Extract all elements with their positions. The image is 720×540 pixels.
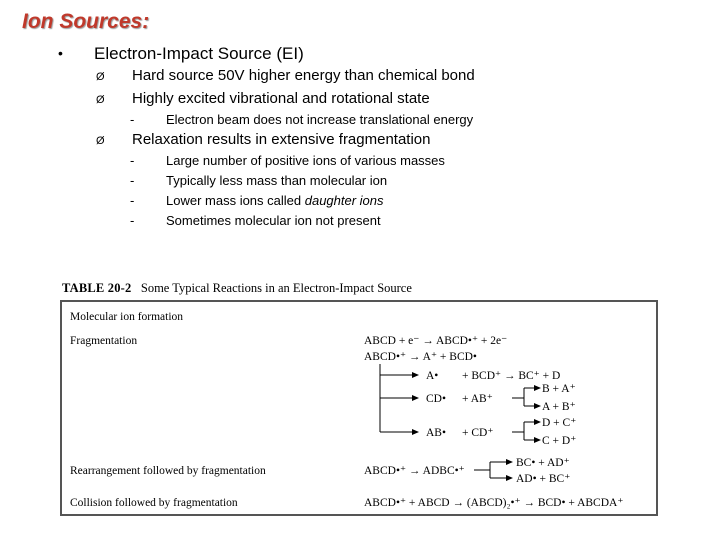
equation-fragmentation-parent: ABCD•⁺ → A⁺ + BCD•: [364, 351, 477, 363]
fragment-ab-radical: AB•: [426, 427, 447, 439]
product-d-c-plus: D + C⁺: [542, 417, 577, 429]
arrow-bullet-icon: Ø: [96, 94, 105, 106]
detail-text: Sometimes molecular ion not present: [166, 213, 381, 228]
reactions-figure: [62, 302, 656, 514]
row-label-rearrangement: Rearrangement followed by fragmentation: [70, 465, 266, 477]
slide-title: Ion Sources:: [22, 10, 150, 33]
product-b-a-plus: B + A⁺: [542, 383, 576, 395]
row-label-collision: Collision followed by fragmentation: [70, 497, 238, 509]
daughter-ions-emphasis: daughter ions: [304, 193, 384, 208]
detail-text: Large number of positive ions of various masses: [166, 153, 445, 168]
detail-text: [166, 192, 384, 210]
fragment-bcd-cation: + BCD⁺ → BC⁺ + D: [462, 370, 561, 382]
row-label-molecular: Molecular ion formation: [70, 311, 184, 323]
equation-molecular: ABCD + e⁻ → ABCD•⁺ + 2e⁻: [364, 335, 508, 347]
product-bc-ad: BC• + AD⁺: [516, 457, 570, 469]
detail-text: Typically less mass than molecular ion: [166, 173, 388, 188]
product-ad-bc: AD• + BC⁺: [516, 473, 571, 485]
product-a-b-plus: A + B⁺: [542, 401, 576, 413]
sub-bullet-text: Hard source 50V higher energy than chemical bond: [132, 67, 475, 84]
bullet-text: Electron-Impact Source (EI): [94, 44, 304, 63]
dash-mark: -: [130, 213, 135, 228]
dash-mark: -: [130, 173, 135, 188]
fragment-a-radical: A•: [426, 370, 439, 382]
equation-collision: ABCD•⁺ + ABCD → (ABCD)₂•⁺ → BCD• + ABCDA⁺: [364, 497, 624, 509]
dash-mark: -: [130, 153, 135, 168]
sub-bullet-text: Highly excited vibrational and rotational state: [132, 90, 430, 107]
equation-rearrangement: ABCD•⁺ → ADBC•⁺: [364, 465, 465, 477]
reactions-table: [60, 300, 658, 516]
fragment-cd-cation: + CD⁺: [462, 427, 494, 439]
table-caption-text: Some Typical Reactions in an Electron-Impact Source: [140, 281, 412, 295]
fragment-cd-radical: CD•: [426, 393, 447, 405]
product-c-d-plus: C + D⁺: [542, 435, 577, 447]
arrow-bullet-icon: Ø: [96, 135, 105, 147]
table-caption: [62, 281, 412, 296]
bullet-dot: •: [58, 45, 63, 61]
fragment-ab-cation: + AB⁺: [462, 393, 493, 405]
sub-bullet-text: Relaxation results in extensive fragmentation: [132, 131, 431, 148]
table-label: TABLE 20-2: [62, 281, 132, 295]
detail-text: Electron beam does not increase translational energy: [166, 112, 474, 127]
row-label-fragmentation: Fragmentation: [70, 335, 138, 347]
dash-mark: -: [130, 193, 135, 208]
dash-mark: -: [130, 112, 135, 127]
arrow-bullet-icon: Ø: [96, 71, 105, 83]
detail-text-main: Lower mass ions called: [166, 193, 305, 208]
